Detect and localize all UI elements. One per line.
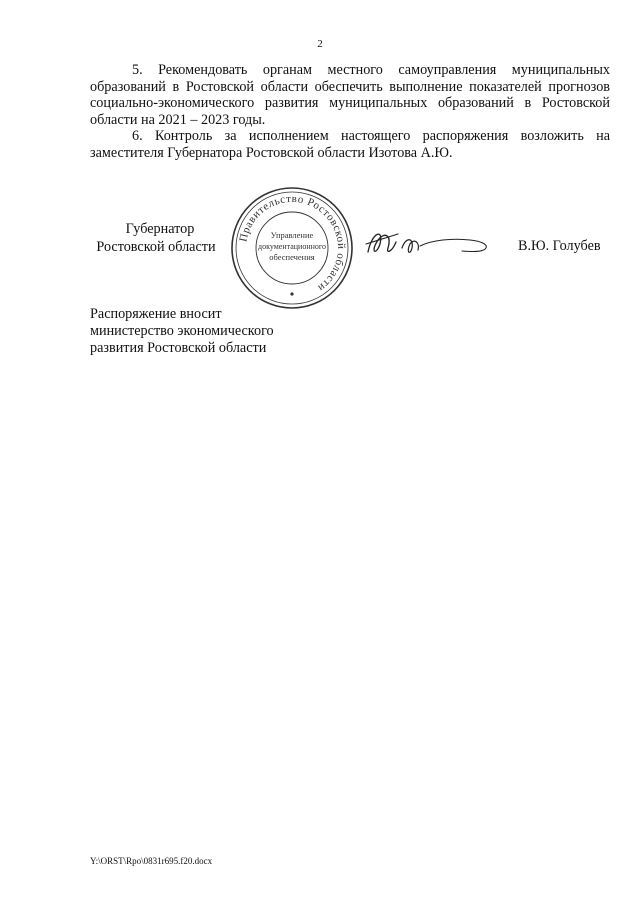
signatory-region: Ростовской области xyxy=(96,239,216,255)
seal-inner-line-2: документационного xyxy=(258,242,326,251)
submitted-line-2: министерство экономического xyxy=(90,323,274,339)
seal-outer-text: Правительство Ростовской области xyxy=(237,192,348,295)
paragraph-6: 6. Контроль за исполнением настоящего распоряжения возложить на заместителя Губернатора Ростовской области Изотова А.Ю. xyxy=(90,128,610,161)
signature-block xyxy=(0,184,640,314)
signatory-title: Губернатор xyxy=(125,221,195,237)
official-seal-icon xyxy=(228,184,356,312)
document-body xyxy=(90,62,610,162)
footer-file-path: Y:\ORST\Rpo\0831r695.f20.docx xyxy=(90,856,213,866)
submitted-by-note xyxy=(90,306,274,357)
submitted-line-1: Распоряжение вносит xyxy=(90,306,222,322)
signatory-name: В.Ю. Голубев xyxy=(518,238,601,254)
handwritten-signature-icon xyxy=(362,222,492,262)
signatory-position xyxy=(90,220,222,256)
submitted-line-3: развития Ростовской области xyxy=(90,340,267,356)
page-number: 2 xyxy=(317,38,323,50)
paragraph-5: 5. Рекомендовать органам местного самоуправления муниципальных образований в Ростовской области обеспечить выполнение показателей прогнозов социально-экономического развития муниципальных образований в Ростовской области на 2021 – 2023 годы. xyxy=(90,62,610,128)
seal-inner-line-1: Управление xyxy=(270,230,314,240)
seal-inner-line-3: обеспечения xyxy=(269,252,315,262)
